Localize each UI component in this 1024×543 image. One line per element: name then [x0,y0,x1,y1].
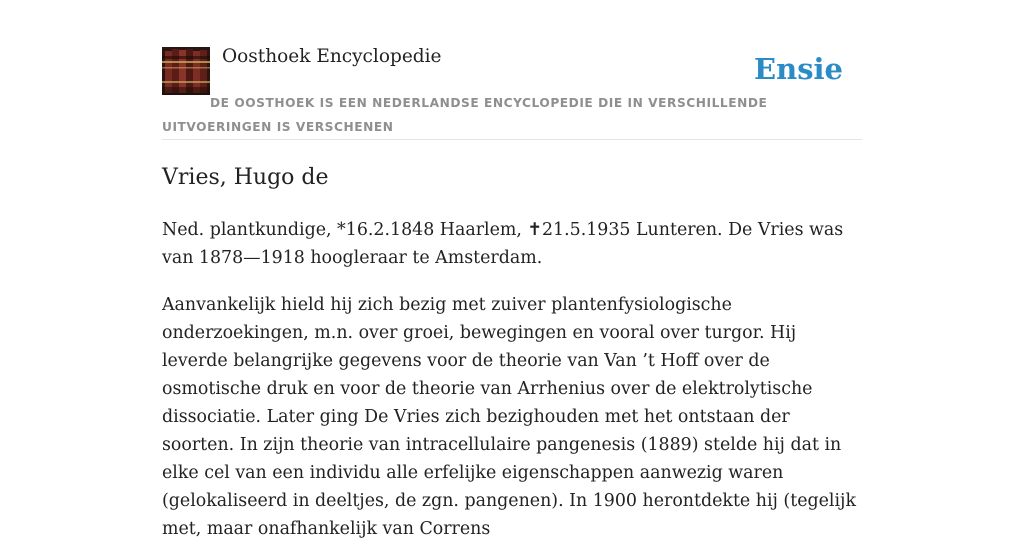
article-title: Vries, Hugo de [162,165,329,190]
article-paragraph: Ned. plantkundige, *16.2.1848 Haarlem, ✝21.5.1935 Lunteren. De Vries was van 1878—1918 hoogleraar te Amsterdam. [162,220,844,268]
site-title-link[interactable]: Oosthoek Encyclopedie [222,46,442,67]
site-tagline: DE OOSTHOEK IS EEN NEDERLANDSE ENCYCLOPEDIE DIE IN VERSCHILLENDE UITVOERINGEN IS VERSCHENEN [162,96,768,134]
article-paragraph: Aanvankelijk hield hij zich bezig met zuiver plantenfysiologische onderzoekingen, m.n. over groei, bewegingen en vooral over turgor. Hij leverde belangrijke gegevens voor de theorie van Van ’t Hoff over de osmotische druk en voor de theorie van Arrhenius over de elektrolytische dissociatie. Later ging De Vries zich bezighouden met het ontstaan der soorten. In zijn theorie van intracellulaire pangenesis (1889) stelde hij dat in elke cel van een individu alle erfelijke eigenschappen aanwezig waren (gelokaliseerd in deeltjes, de zgn. pangenen). In 1900 herontdekte hij (tegelijk met, maar onafhankelijk van Correns [162,295,856,539]
book-spines-avatar-icon[interactable] [162,47,210,95]
ensie-logo-link[interactable]: Ensie [754,52,843,86]
header-divider [162,139,862,140]
